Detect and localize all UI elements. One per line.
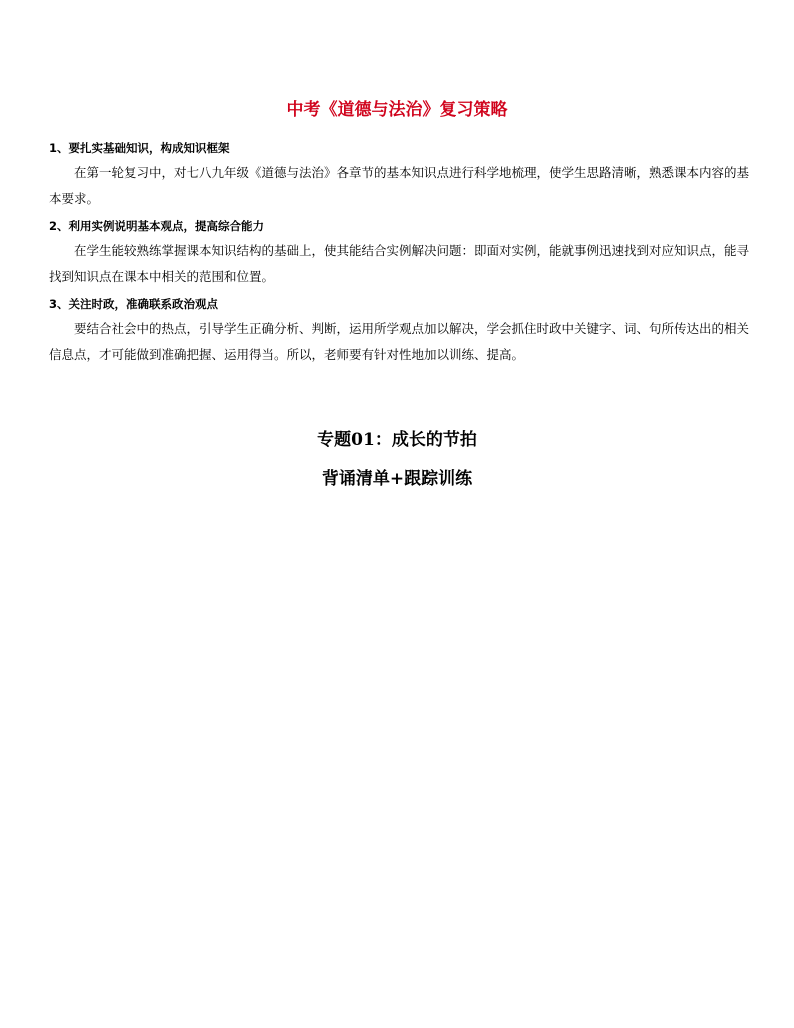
topic-title: 专题01：成长的节拍: [317, 430, 477, 450]
section-1-body: 在第一轮复习中，对七八九年级《道德与法治》各章节的基本知识点进行科学地梳理，使学生思路清晰，熟悉课本内容的基本要求。: [49, 165, 750, 206]
strategy-content: [49, 138, 749, 372]
topic-subtitle: 背诵清单+跟踪训练: [321, 469, 473, 489]
section-2-body: 在学生能较熟练掌握课本知识结构的基础上，使其能结合实例解决问题：即面对实例，能就事例迅速找到对应知识点，能寻找到知识点在课本中相关的范围和位置。: [49, 243, 750, 284]
section-3-heading: 3、关注时政，准确联系政治观点: [49, 297, 218, 311]
section-2: [49, 216, 749, 290]
section-3-body: 要结合社会中的热点，引导学生正确分析、判断，运用所学观点加以解决，学会抓住时政中关键字、词、句所传达出的相关信息点，才可能做到准确把握、运用得当。所以，老师要有针对性地加以训练、提高。: [49, 321, 750, 362]
section-1-heading: 1、要扎实基础知识，构成知识框架: [49, 141, 230, 155]
section-2-heading: 2、利用实例说明基本观点，提高综合能力: [49, 219, 264, 233]
main-title: 中考《道德与法治》复习策略: [286, 100, 508, 120]
section-1: [49, 138, 749, 212]
section-3: [49, 294, 749, 368]
